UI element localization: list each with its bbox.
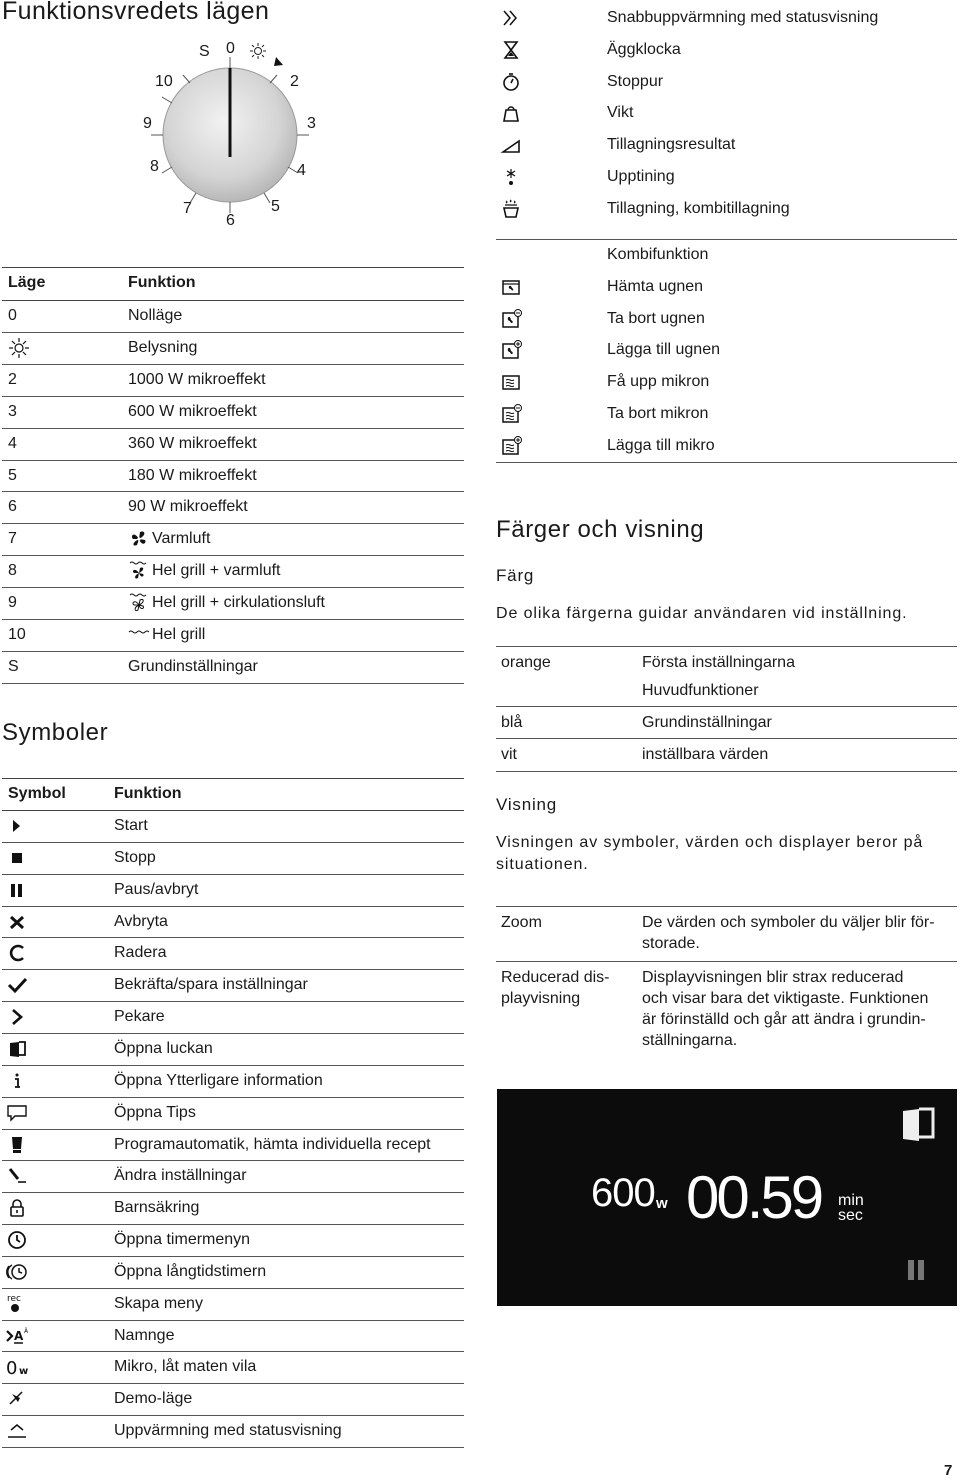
- pen-icon: [6, 1165, 28, 1187]
- time-unit-sec: sec: [838, 1207, 863, 1224]
- oven-icon: [500, 276, 522, 298]
- symbols-heading: Symboler: [2, 719, 109, 746]
- right-symbol-row: [496, 398, 957, 430]
- mode-column-header: Läge: [8, 274, 46, 291]
- symbol-function: Öppna långtidstimern: [114, 1262, 267, 1280]
- colors-subheading: Färg: [496, 566, 535, 585]
- symbols-table-header: [2, 778, 464, 810]
- mode-value: 3: [8, 402, 17, 420]
- right-symbol-row: [496, 34, 957, 66]
- symbol-row: [2, 1097, 464, 1129]
- display-intro-line: Visningen av symboler, värden och displayer beror på: [496, 834, 924, 851]
- micro-minus-icon: [500, 403, 522, 425]
- cooking-icon: [500, 198, 522, 220]
- mode-value: 2: [8, 370, 17, 388]
- oven-plus-icon: [500, 339, 522, 361]
- door-icon: [901, 1107, 935, 1148]
- mode-function: Nolläge: [128, 307, 183, 324]
- pause-icon: [6, 879, 28, 901]
- micro-plus-icon: [500, 435, 522, 457]
- display-intro-line: situationen.: [496, 856, 589, 873]
- mode-function: Hel grill + cirkulationsluft: [152, 594, 325, 612]
- mode-function: Varmluft: [152, 530, 211, 548]
- display-desc-line: och visar bara det viktigaste. Funktionen: [642, 990, 929, 1007]
- symbol-row: [2, 1192, 464, 1224]
- right-symbol-function: Ta bort ugnen: [607, 310, 705, 327]
- play-icon: [6, 815, 28, 837]
- symbol-function: Demo-läge: [114, 1390, 193, 1408]
- fan-icon: [128, 528, 150, 550]
- grill-circulation-icon: [128, 592, 150, 614]
- symbol-function: Uppvärmning med statusvisning: [114, 1422, 342, 1440]
- color-meaning: Grundinställningar: [642, 714, 772, 731]
- symbol-row: [2, 1415, 464, 1447]
- dial-label: 8: [150, 158, 159, 175]
- function-column-header: Funktion: [128, 274, 196, 291]
- right-symbol-function: Lägga till ugnen: [607, 341, 720, 358]
- chef-hat-icon: [6, 1134, 28, 1156]
- hourglass-icon: [500, 39, 522, 61]
- symbol-row: [2, 1001, 464, 1033]
- micro-icon: [500, 371, 522, 393]
- symbol-function: Radera: [114, 944, 167, 962]
- chevron-right-icon: [6, 1006, 28, 1028]
- color-name: blå: [501, 714, 523, 731]
- svg-text:A: A: [14, 1328, 24, 1343]
- symbol-function: Pekare: [114, 1008, 165, 1026]
- symbol-function: Avbryta: [114, 912, 168, 930]
- color-name: orange: [501, 654, 551, 671]
- symbol-function: Öppna Tips: [114, 1103, 196, 1121]
- lock-icon: [6, 1197, 28, 1219]
- symbol-function: Mikro, låt maten vila: [114, 1358, 257, 1376]
- power-value: 600: [591, 1171, 655, 1215]
- grill-icon: [128, 624, 150, 646]
- color-meaning: Huvudfunktioner: [642, 682, 759, 699]
- stopwatch-icon: [500, 71, 522, 93]
- display-desc-line: Displayvisningen blir strax reducerad: [642, 969, 904, 986]
- zero-w-icon: [6, 1356, 28, 1378]
- display-desc-line: ställningarna.: [642, 1032, 738, 1049]
- door-icon: [6, 1038, 28, 1060]
- color-meaning: Första inställningarna: [642, 654, 795, 671]
- display-desc-line: De värden och symboler du väljer blir för-: [642, 914, 935, 931]
- dial-label: 2: [290, 73, 299, 90]
- symbol-column-header: Symbol: [8, 785, 66, 802]
- mode-value: 6: [8, 498, 17, 516]
- right-symbol-function: Stoppur: [607, 73, 664, 90]
- right-symbol-row: [496, 271, 957, 303]
- right-symbol-function: Tillagningsresultat: [607, 136, 736, 153]
- mode-row: [2, 587, 464, 619]
- dial-label: 7: [183, 200, 192, 217]
- mode-function: Grundinställningar: [128, 657, 258, 675]
- mode-value: 9: [8, 594, 17, 612]
- symbol-row: [2, 1383, 464, 1415]
- cross-icon: [6, 911, 28, 933]
- mode-row: [2, 396, 464, 428]
- clock-icon: [6, 1229, 28, 1251]
- display-desc-line: är förinställd och går att ändra i grundin-: [642, 1011, 926, 1028]
- symbol-row: [2, 906, 464, 938]
- mode-row: [2, 300, 464, 332]
- symbol-row: [2, 1256, 464, 1288]
- heat-status-icon: [6, 1420, 28, 1442]
- mode-value: 7: [8, 530, 17, 548]
- long-timer-icon: [6, 1261, 28, 1283]
- function-dial: [130, 35, 330, 235]
- right-symbol-row: [496, 239, 957, 271]
- result-icon: [500, 134, 522, 156]
- symbol-row: [2, 842, 464, 874]
- mode-function: Hel grill: [152, 626, 206, 643]
- oven-minus-icon: [500, 308, 522, 330]
- display-term: Reducerad dis-: [501, 969, 610, 986]
- demo-icon: [6, 1388, 28, 1410]
- function-column-header: Funktion: [114, 785, 182, 802]
- mode-row: [2, 491, 464, 523]
- symbol-row: [2, 1065, 464, 1097]
- right-symbol-row: [496, 334, 957, 366]
- mode-row: [2, 364, 464, 396]
- clear-icon: [6, 942, 28, 964]
- dial-label: S: [199, 43, 210, 60]
- mode-value: 0: [8, 307, 17, 324]
- symbol-row: [2, 874, 464, 906]
- stop-icon: [6, 847, 28, 869]
- rec-icon: [6, 1293, 28, 1315]
- mode-function: Hel grill + varmluft: [152, 562, 281, 580]
- weight-icon: [500, 102, 522, 124]
- pause-icon: [907, 1259, 925, 1286]
- symbol-function: Barnsäkring: [114, 1199, 200, 1217]
- symbol-function: Stopp: [114, 848, 156, 866]
- symbol-function: Öppna Ytterligare information: [114, 1071, 323, 1089]
- mode-value: S: [8, 657, 19, 675]
- time-unit-min: min: [838, 1192, 864, 1209]
- symbol-row: [2, 1351, 464, 1383]
- mode-value: 5: [8, 466, 17, 484]
- symbol-row: [2, 937, 464, 969]
- mode-value: 8: [8, 562, 17, 580]
- mode-row: [2, 619, 464, 651]
- light-icon: [8, 337, 30, 359]
- symbol-function: Start: [114, 817, 148, 834]
- right-symbol-function: Kombifunktion: [607, 246, 709, 263]
- mode-row: [2, 523, 464, 555]
- time-value: 00.59: [686, 1164, 822, 1231]
- check-icon: [6, 974, 28, 996]
- mode-function: 600 W mikroeffekt: [128, 402, 257, 420]
- symbol-function: Namnge: [114, 1326, 175, 1344]
- symbol-row: [2, 969, 464, 1001]
- dial-label: 6: [226, 212, 235, 229]
- svg-text:Ä: Ä: [24, 1327, 28, 1335]
- right-symbol-row: [496, 97, 957, 129]
- dial-label: 9: [143, 115, 152, 132]
- display-desc-line: storade.: [642, 935, 700, 952]
- right-symbol-row: [496, 193, 957, 225]
- colors-heading: Färger och visning: [496, 516, 705, 543]
- dial-label: 5: [271, 198, 280, 215]
- symbol-row: [2, 810, 464, 842]
- mode-value: 10: [8, 626, 26, 643]
- right-symbol-function: Få upp mikron: [607, 373, 710, 390]
- mode-function: 1000 W mikroeffekt: [128, 370, 266, 388]
- symbol-function: Paus/avbryt: [114, 880, 199, 898]
- right-symbol-function: Ta bort mikron: [607, 405, 709, 422]
- defrost-icon: [500, 166, 522, 188]
- symbol-function: Öppna luckan: [114, 1039, 213, 1057]
- page-number: 7: [944, 1462, 953, 1479]
- color-name: vit: [501, 746, 517, 763]
- mode-value: 4: [8, 434, 17, 452]
- grill-fan-icon: [128, 560, 150, 582]
- dial-label: 0: [226, 40, 235, 57]
- dial-label: 10: [155, 73, 173, 90]
- info-icon: [6, 1070, 28, 1092]
- mode-function: 360 W mikroeffekt: [128, 434, 257, 452]
- right-symbol-row: [496, 430, 957, 462]
- right-symbol-row: [496, 366, 957, 398]
- mode-row: [2, 460, 464, 492]
- right-symbol-row: [496, 2, 957, 34]
- display-subheading: Visning: [496, 795, 558, 814]
- name-icon: [6, 1325, 28, 1347]
- right-symbol-row: [496, 161, 957, 193]
- power-unit: w: [656, 1195, 668, 1212]
- symbol-row: [2, 1224, 464, 1256]
- right-symbol-function: Upptining: [607, 168, 675, 185]
- mode-function: 180 W mikroeffekt: [128, 466, 257, 484]
- display-mockup: [497, 1089, 957, 1306]
- right-symbol-row: [496, 66, 957, 98]
- speech-bubble-icon: [6, 1102, 28, 1124]
- color-meaning: inställbara värden: [642, 746, 769, 763]
- right-symbol-function: Lägga till mikro: [607, 437, 715, 454]
- right-symbol-function: Tillagning, kombitillagning: [607, 200, 790, 217]
- right-symbol-function: Äggklocka: [607, 41, 681, 58]
- symbol-function: Ändra inställningar: [114, 1167, 247, 1185]
- symbol-function: Bekräfta/spara inställningar: [114, 976, 308, 994]
- mode-row: [2, 332, 464, 364]
- colors-intro: De olika färgerna guidar användaren vid inställning.: [496, 605, 908, 622]
- right-symbol-function: Hämta ugnen: [607, 278, 704, 295]
- modes-table-header: [2, 267, 464, 299]
- right-symbol-function: Snabbuppvärmning med statusvisning: [607, 9, 879, 26]
- display-term: Zoom: [501, 914, 542, 931]
- symbol-function: Skapa meny: [114, 1294, 203, 1312]
- mode-row: [2, 555, 464, 587]
- display-term: playvisning: [501, 990, 581, 1007]
- mode-row: [2, 428, 464, 460]
- symbol-row: [2, 1320, 464, 1352]
- right-symbol-row: [496, 303, 957, 335]
- svg-text:w: w: [19, 1366, 28, 1378]
- symbol-function: Programautomatik, hämta individuella recept: [114, 1135, 431, 1153]
- mode-row: [2, 651, 464, 683]
- page-title: Funktionsvredets lägen: [2, 0, 270, 25]
- symbol-row: [2, 1288, 464, 1320]
- dial-label: 4: [297, 162, 306, 179]
- double-chevron-icon: [500, 7, 522, 29]
- mode-function: 90 W mikroeffekt: [128, 498, 248, 516]
- right-symbol-function: Vikt: [607, 104, 634, 121]
- symbol-row: [2, 1129, 464, 1161]
- symbol-function: Öppna timermenyn: [114, 1231, 251, 1249]
- right-symbol-row: [496, 129, 957, 161]
- svg-text:rec: rec: [7, 1293, 21, 1304]
- dial-label: 3: [307, 115, 316, 132]
- mode-function: Belysning: [128, 338, 198, 356]
- svg-text:0: 0: [6, 1358, 18, 1379]
- symbol-row: [2, 1033, 464, 1065]
- symbol-row: [2, 1160, 464, 1192]
